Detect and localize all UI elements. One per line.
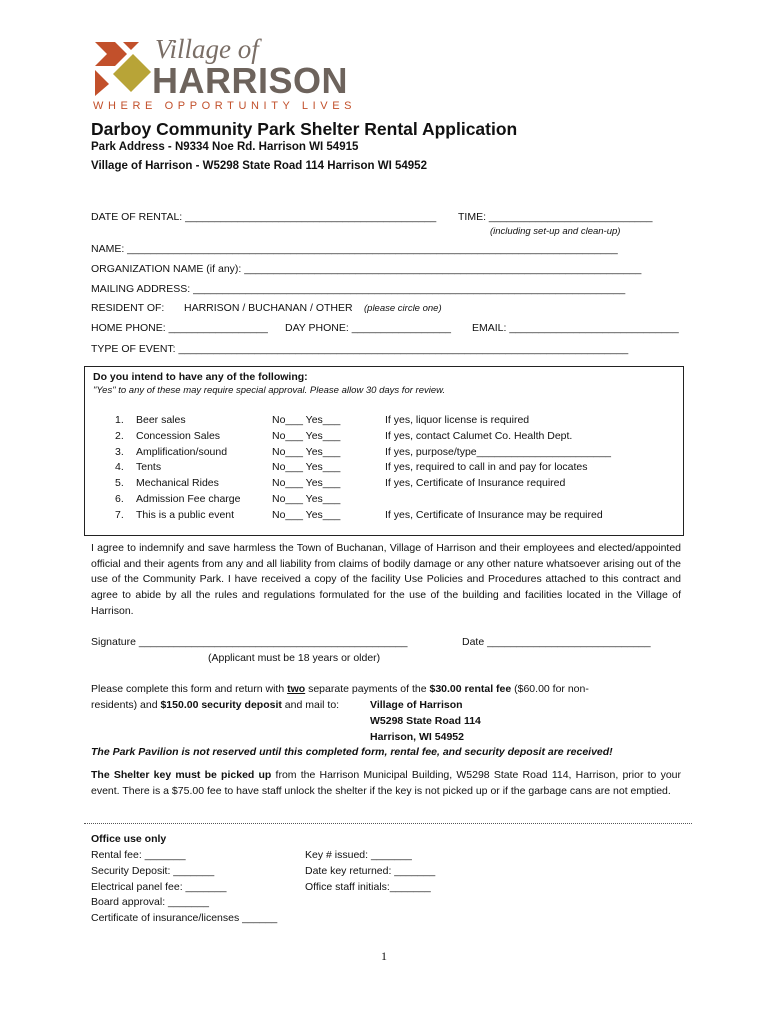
logo-tagline: WHERE OPPORTUNITY LIVES <box>93 100 357 112</box>
item-note: If yes, liquor license is required <box>385 414 530 426</box>
item-number: 2. <box>115 429 124 442</box>
village-address: Village of Harrison - W5298 State Road 114 Harrison WI 54952 <box>91 160 427 172</box>
indemnity-agreement: I agree to indemnify and save harmless the Town of Buchanan, Village of Harrison and their employees and elected/appointed official and their agents from any and all liability from claims of bodily damage or any other nature whatsoever arising out of the use of the Community Park. I have received a copy of the facility Use Policies and Procedures attached to this contract and agree to abide by all the rules and regulations formulated for the use of the building and facilities located in the Village of Harrison. <box>91 542 681 617</box>
item-note: If yes, Certificate of Insurance required <box>385 477 566 490</box>
item-label: Amplification/sound <box>136 445 228 458</box>
mail-address-line3: Harrison, WI 54952 <box>370 731 464 743</box>
mail-address-line2: W5298 State Road 114 <box>370 715 481 727</box>
rental-fee: $30.00 rental fee <box>429 683 512 695</box>
email-field[interactable]: EMAIL: _____________________________ <box>472 322 679 334</box>
shelter-key-paragraph: The Shelter key must be picked up from the Harrison Municipal Building, W5298 State Road 114, Harrison, prior to your event. There is a $75.00 fee to have staff unlock the shelter if the key is not picked up or if the garbage cans are not emptied. <box>91 769 682 797</box>
item-note: If yes, purpose/type_______________________ <box>385 445 611 458</box>
office-field[interactable]: Certificate of insurance/licenses ______ <box>91 912 278 925</box>
payment-instructions-line2: residents) and $150.00 security deposit and mail to: <box>91 699 340 711</box>
item-label: Tents <box>136 461 162 474</box>
item-number: 1. <box>115 414 124 426</box>
logo-harrison-text: HARRISON <box>152 60 349 101</box>
office-field[interactable]: Date key returned: _______ <box>305 864 436 877</box>
page-number: 1 <box>381 949 387 963</box>
mail-address-line1: Village of Harrison <box>370 699 463 711</box>
office-field[interactable]: Key # issued: _______ <box>305 849 412 861</box>
office-field[interactable]: Board approval: _______ <box>91 896 209 909</box>
special-approval-box <box>84 366 684 536</box>
resident-of-note: (please circle one) <box>364 303 442 314</box>
item-label: Concession Sales <box>136 429 221 442</box>
yes-no-choice[interactable]: No___ Yes___ <box>272 461 341 474</box>
logo-village-text: Village of <box>155 34 259 64</box>
organization-name-field[interactable]: ORGANIZATION NAME (if any): ____________________________________________________________________ <box>91 263 642 275</box>
time-field[interactable]: TIME: ____________________________ <box>458 211 653 223</box>
item-label: Admission Fee charge <box>136 493 241 505</box>
page-title: Darboy Community Park Shelter Rental Application <box>91 119 518 139</box>
yes-no-choice[interactable]: No___ Yes___ <box>272 445 341 458</box>
yes-no-choice[interactable]: No___ Yes___ <box>272 493 341 505</box>
item-label: This is a public event <box>136 508 235 521</box>
yes-no-choice[interactable]: No___ Yes___ <box>272 429 341 442</box>
box-subheading: "Yes" to any of these may require special approval. Please allow 30 days for review. <box>93 385 446 396</box>
date-field[interactable]: Date ____________________________ <box>462 636 651 648</box>
resident-of-label: RESIDENT OF: <box>91 302 165 314</box>
type-of-event-field[interactable]: TYPE OF EVENT: _____________________________________________________________________________ <box>91 343 629 355</box>
time-note: (including set-up and clean-up) <box>490 226 621 237</box>
day-phone-field[interactable]: DAY PHONE: _________________ <box>285 322 451 334</box>
reservation-warning: The Park Pavilion is not reserved until this completed form, rental fee, and security deposit are received! <box>91 746 613 758</box>
item-number: 6. <box>115 493 124 505</box>
yes-no-choice[interactable]: No___ Yes___ <box>272 477 341 490</box>
shelter-key-bold: The Shelter key must be picked up <box>91 769 272 781</box>
mailing-address-field[interactable]: MAILING ADDRESS: __________________________________________________________________________ <box>91 283 626 295</box>
payment-instructions-line1: Please complete this form and return with two separate payments of the $30.00 rental fee ($60.00 for non- <box>91 683 589 695</box>
office-field[interactable]: Rental fee: _______ <box>91 849 186 861</box>
office-use-heading: Office use only <box>91 833 167 845</box>
security-deposit: $150.00 security deposit <box>160 699 282 711</box>
office-field[interactable]: Office staff initials:_______ <box>305 880 431 893</box>
date-of-rental-field[interactable]: DATE OF RENTAL: ___________________________________________ <box>91 211 437 223</box>
home-phone-field[interactable]: HOME PHONE: _________________ <box>91 322 268 334</box>
signature-note: (Applicant must be 18 years or older) <box>208 652 381 664</box>
yes-no-choice[interactable]: No___ Yes___ <box>272 414 341 426</box>
item-number: 7. <box>115 508 124 521</box>
name-field[interactable]: NAME: ____________________________________________________________________________________ <box>91 243 618 255</box>
office-field[interactable]: Electrical panel fee: _______ <box>91 880 227 893</box>
item-label: Beer sales <box>136 414 186 426</box>
item-label: Mechanical Rides <box>136 477 219 490</box>
item-number: 3. <box>115 445 124 458</box>
item-number: 5. <box>115 477 124 490</box>
item-note: If yes, contact Calumet Co. Health Dept. <box>385 429 573 442</box>
office-field[interactable]: Security Deposit: _______ <box>91 864 215 877</box>
two-emphasis: two <box>287 683 306 695</box>
resident-of-options[interactable]: HARRISON / BUCHANAN / OTHER <box>184 302 353 314</box>
logo-mark-icon <box>93 40 153 98</box>
box-heading: Do you intend to have any of the following: <box>93 371 308 383</box>
yes-no-choice[interactable]: No___ Yes___ <box>272 508 341 521</box>
item-number: 4. <box>115 461 124 474</box>
item-note: If yes, required to call in and pay for locates <box>385 461 588 474</box>
signature-field[interactable]: Signature ______________________________________________ <box>91 636 408 648</box>
item-note: If yes, Certificate of Insurance may be required <box>385 508 603 521</box>
park-address: Park Address - N9334 Noe Rd. Harrison WI 54915 <box>91 141 359 153</box>
office-divider <box>84 823 692 824</box>
